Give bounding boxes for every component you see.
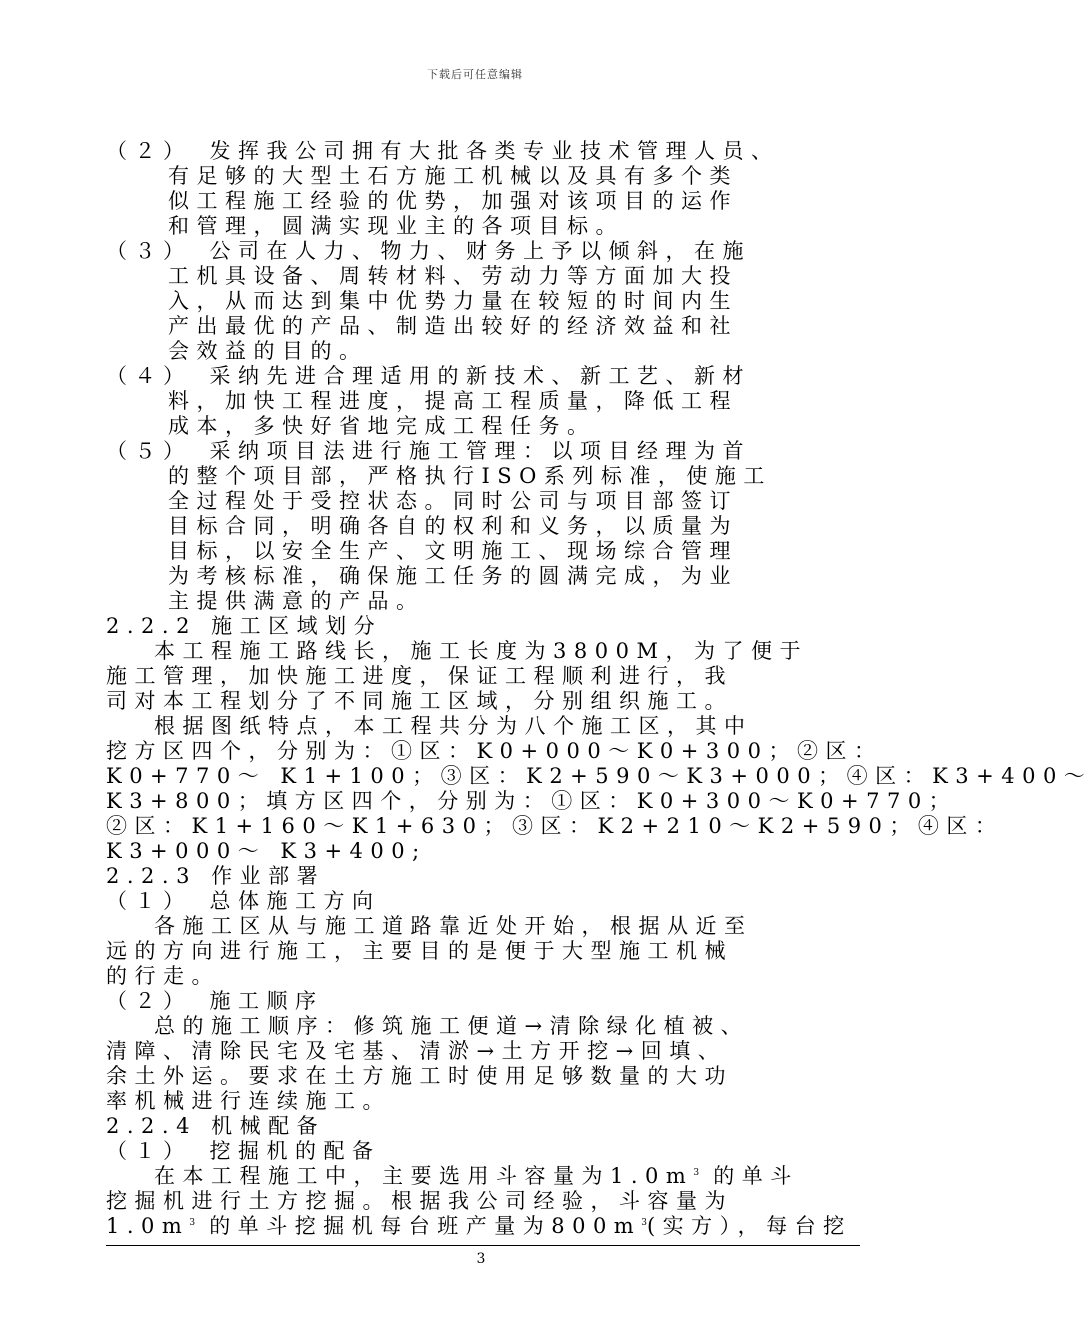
text-line: 清障、清除民宅及宅基、清淤→土方开挖→回填、 [106,1039,727,1063]
text-line: 的整个项目部，严格执行ISO系列标准，使施工 [168,464,772,488]
text-line: ②区：K1+160～K1+630；③区：K2+210～K2+590；④区： [106,814,1004,838]
text-line: 入，从而达到集中优势力量在较短的时间内生 [168,289,738,313]
text-line: 全过程处于受控状态。同时公司与项目部签订 [168,489,738,513]
page-header: 下载后可任意编辑 [427,68,523,81]
text-line: K3+000～ K3+400; [106,839,427,863]
text-line: 产出最优的产品、制造出较好的经济效益和社 [168,314,738,338]
text-line: 率机械进行连续施工。 [106,1089,391,1113]
text-line: （１） 总体施工方向 [106,889,381,913]
text-line: 目标合同，明确各自的权利和义务，以质量为 [168,514,738,538]
text-line: 会效益的目的。 [168,339,368,363]
text-line: 主提供满意的产品。 [168,589,425,613]
page-number: 3 [476,1251,486,1267]
text-line: （１） 挖掘机的配备 [106,1139,381,1163]
text-line: K3+800；填方区四个，分别为：①区：K0+300～K0+770； [106,789,958,813]
text-line: K0+770～ K1+100；③区：K2+590～K3+000；④区：K3+400～ [106,764,1092,788]
text-line: 远的方向进行施工，主要目的是便于大型施工机械 [106,939,733,963]
text-line: 挖方区四个，分别为：①区：K0+000～K0+300；②区： [106,739,883,763]
text-line: （４） 采纳先进合理适用的新技术、新工艺、新材 [106,364,751,388]
text-line: （２） 施工顺序 [106,989,324,1013]
text-line: 的行走。 [106,964,220,988]
text-line: 料，加快工程进度，提高工程质量，降低工程 [168,389,738,413]
text-line: 工机具设备、周转材料、劳动力等方面加大投 [168,264,738,288]
text-line: 本工程施工路线长，施工长度为3800M，为了便于 [154,639,808,663]
text-line: 各施工区从与施工道路靠近处开始，根据从近至 [154,914,753,938]
text-line: 2.2.4 机械配备 [106,1114,326,1138]
text-line: 2.2.3 作业部署 [106,864,326,888]
footer-rule [106,1245,860,1246]
text-line: $1.0m^3$ 的单斗挖掘机每台班产量为$800m^3$(实方），每台挖 [106,1214,852,1238]
text-line: 成本，多快好省地完成工程任务。 [168,414,596,438]
text-line: 在本工程施工中，主要选用斗容量为$1.0m^3$ 的单斗 [154,1164,799,1188]
text-line: （５） 采纳项目法进行施工管理：以项目经理为首 [106,439,751,463]
text-line: 司对本工程划分了不同施工区域，分别组织施工。 [106,689,733,713]
text-line: 为考核标准，确保施工任务的圆满完成，为业 [168,564,738,588]
text-line: 挖掘机进行土方挖掘。根据我公司经验，斗容量为 [106,1189,733,1213]
text-line: 总的施工顺序：修筑施工便道→清除绿化植被、 [154,1014,750,1038]
text-line: 和管理，圆满实现业主的各项目标。 [168,214,624,238]
text-line: 施工管理，加快施工进度，保证工程顺利进行，我 [106,664,733,688]
text-line: 2.2.2 施工区域划分 [106,614,383,638]
text-line: 有足够的大型土石方施工机械以及具有多个类 [168,164,738,188]
text-line: （３） 公司在人力、物力、财务上予以倾斜，在施 [106,239,751,263]
text-line: 目标，以安全生产、文明施工、现场综合管理 [168,539,738,563]
text-line: 根据图纸特点，本工程共分为八个施工区，其中 [154,714,753,738]
document-body [106,139,1092,1239]
text-line: （２） 发挥我公司拥有大批各类专业技术管理人员、 [106,139,780,163]
text-line: 余土外运。要求在土方施工时使用足够数量的大功 [106,1064,733,1088]
text-line: 似工程施工经验的优势，加强对该项目的运作 [168,189,738,213]
